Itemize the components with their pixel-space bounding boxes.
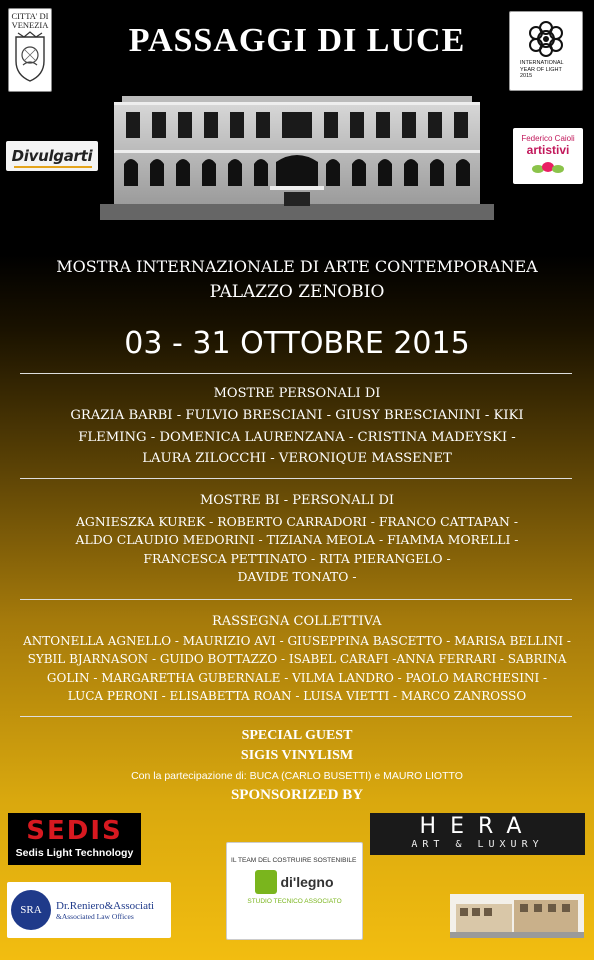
building-sponsor-image: [450, 894, 584, 938]
bipersonali-artists: [14, 513, 580, 586]
artist-line: ANTONELLA AGNELLO - MAURIZIO AVI - GIUSEPPINA BASCETTO - MARISA BELLINI -: [23, 634, 571, 648]
sponsors-heading: SPONSORIZED BY: [230, 787, 364, 803]
divulgarti-logo: [6, 141, 98, 171]
divider: [20, 716, 572, 717]
sedis-caption: Sedis Light Technology: [15, 847, 134, 859]
artistivi-name: Federico Caioli: [521, 134, 575, 143]
collettiva-artists: [8, 632, 586, 705]
flower-icon: [528, 159, 568, 175]
poster-title: PASSAGGI DI LUCE: [128, 22, 466, 59]
artist-line: GOLIN - MARGARETHA GUBERNALE - VILMA LANDRO - PAOLO MARCHESINI -: [46, 670, 548, 685]
sedis-logo: [8, 813, 141, 865]
iyl-2015-logo: [509, 11, 583, 91]
divider: [20, 373, 572, 374]
palazzo-zenobio-image: [100, 92, 494, 220]
artist-line: FLEMING - DOMENICA LAURENZANA - CRISTINA MADEYSKI -: [78, 429, 516, 445]
reniero-text-block: [56, 900, 154, 921]
divider: [20, 478, 572, 479]
participation-note: Con la partecipazione di: BUCA (CARLO BUSETTI) e MAURO LIOTTO: [131, 770, 463, 782]
artist-line: GRAZIA BARBI - FULVIO BRESCIANI - GIUSY BRESCIANINI - KIKI: [70, 408, 524, 423]
iyl-logo-text: INTERNATIONAL YEAR OF LIGHT 2015: [520, 60, 564, 79]
divulgarti-swoosh-icon: [14, 166, 92, 168]
reniero-name: Dr.Reniero&Associati: [56, 899, 155, 912]
dilegno-name: di'legno: [280, 874, 334, 890]
dilegno-logo: [226, 842, 363, 940]
personali-artists: [14, 405, 580, 470]
hera-logo: [370, 813, 585, 855]
dilegno-sub: STUDIO TECNICO ASSOCIATO: [247, 898, 342, 905]
bipersonali-heading: MOSTRE BI - PERSONALI DI: [199, 493, 395, 508]
artist-line: LAURA ZILOCCHI - VERONIQUE MASSENET: [142, 451, 452, 466]
event-subtitle: MOSTRA INTERNAZIONALE DI ARTE CONTEMPORANEA: [56, 257, 538, 276]
event-dates: 03 - 31 OTTOBRE 2015: [124, 326, 470, 361]
reniero-mark-text: SRA: [20, 904, 42, 916]
artist-line: FRANCESCA PETTINATO - RITA PIERANGELO -: [143, 550, 451, 566]
dilegno-mark: [227, 870, 362, 894]
reniero-mark: [11, 890, 51, 930]
hera-logo-mark: HERA: [419, 814, 536, 839]
collettiva-heading: RASSEGNA COLLETTIVA: [212, 614, 382, 629]
artist-line: SYBIL BJARNASON - GUIDO BOTTAZZO - ISABEL CARAFI -ANNA FERRARI - SABRINA: [27, 652, 567, 667]
artistivi-logo: [513, 128, 583, 184]
personali-heading: MOSTRE PERSONALI DI: [213, 386, 381, 401]
hera-caption: ART & LUXURY: [411, 839, 544, 850]
artist-line: DAVIDE TONATO -: [237, 568, 357, 584]
artist-line: ALDO CLAUDIO MEDORINI - TIZIANA MEOLA - FIAMMA MORELLI -: [75, 532, 519, 548]
artist-line: AGNIESZKA KUREK - ROBERTO CARRADORI - FRANCO CATTAPAN -: [75, 514, 519, 529]
divulgarti-logo-text: Divulgarti: [11, 147, 93, 165]
artist-line: LUCA PERONI - ELISABETTA ROAN - LUISA VIETTI - MARCO ZANROSSO: [67, 688, 527, 703]
divider: [20, 599, 572, 600]
special-guest-label: SPECIAL GUEST: [241, 728, 353, 743]
artistivi-text: artistivi: [526, 143, 570, 157]
leaf-icon: [255, 870, 277, 894]
year-of-light-emblem-icon: [524, 20, 568, 58]
citta-di-venezia-logo-text: CITTA' DI VENEZIA: [11, 11, 49, 30]
reniero-sub: &Associated Law Offices: [56, 911, 134, 921]
reniero-associati-logo: [7, 882, 171, 938]
venue-name: PALAZZO ZENOBIO: [209, 282, 385, 302]
special-guest-name: SIGIS VINYLISM: [240, 748, 354, 763]
dilegno-top-text: IL TEAM DEL COSTRUIRE SOSTENIBILE: [231, 857, 357, 864]
sedis-logo-mark: SEDIS: [26, 816, 123, 846]
